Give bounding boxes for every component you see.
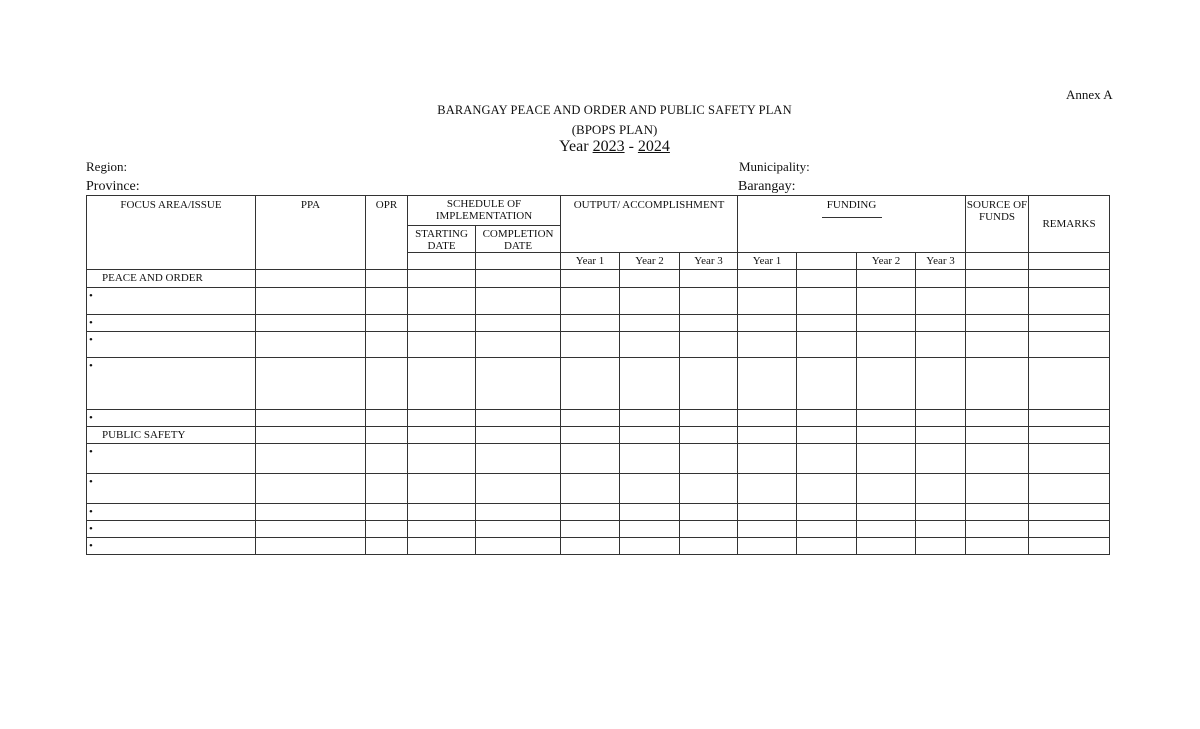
- header-focus-area: FOCUS AREA/ISSUE: [87, 196, 256, 270]
- empty-cell: [916, 358, 966, 410]
- empty-cell: [620, 538, 680, 555]
- empty-cell: [797, 427, 857, 444]
- table-row: [87, 538, 1110, 555]
- empty-cell: [408, 315, 476, 332]
- empty-cell: [476, 444, 561, 474]
- empty-cell: [966, 444, 1029, 474]
- empty-cell: [738, 521, 797, 538]
- empty-cell: [408, 444, 476, 474]
- empty-cell: [256, 504, 366, 521]
- empty-cell: [476, 474, 561, 504]
- bullet-cell: •: [87, 358, 256, 410]
- year-prefix: Year: [559, 138, 589, 155]
- empty-cell: [408, 538, 476, 555]
- table-row: [87, 521, 1110, 538]
- bullet-cell: •: [87, 474, 256, 504]
- province-label: Province:: [86, 179, 140, 194]
- empty-cell: [738, 358, 797, 410]
- empty-cell: [680, 538, 738, 555]
- empty-cell: [1029, 315, 1110, 332]
- empty-cell: [256, 521, 366, 538]
- funding-underline: [822, 217, 882, 218]
- empty-cell: [857, 444, 916, 474]
- empty-cell: [857, 270, 916, 288]
- plan-title: BARANGAY PEACE AND ORDER AND PUBLIC SAFETY PLAN: [437, 103, 792, 117]
- empty-cell: [797, 315, 857, 332]
- empty-cell: [561, 315, 620, 332]
- funding-year-3: Year 3: [916, 253, 966, 270]
- empty-cell: [366, 270, 408, 288]
- empty-cell: [857, 538, 916, 555]
- empty-cell: [916, 270, 966, 288]
- empty-cell: [256, 538, 366, 555]
- empty-cell: [408, 358, 476, 410]
- empty-cell: [1029, 410, 1110, 427]
- empty-cell: [966, 410, 1029, 427]
- empty-cell: [738, 315, 797, 332]
- plan-year: [0, 138, 1200, 156]
- empty-cell: [857, 474, 916, 504]
- empty-cell: [680, 474, 738, 504]
- header-remarks: REMARKS: [1029, 196, 1110, 253]
- empty-cell: [966, 538, 1029, 555]
- empty-cell: [916, 521, 966, 538]
- empty-cell: [256, 315, 366, 332]
- output-year-2: Year 2: [620, 253, 680, 270]
- empty-cell: [256, 332, 366, 358]
- empty-cell: [797, 410, 857, 427]
- section-row: [87, 270, 1110, 288]
- empty-cell: [1029, 288, 1110, 315]
- empty-cell: [256, 474, 366, 504]
- empty-cell: [857, 427, 916, 444]
- header-output: OUTPUT/ ACCOMPLISHMENT: [561, 196, 738, 253]
- empty-cell: [366, 410, 408, 427]
- empty-cell: [408, 253, 476, 270]
- empty-cell: [857, 410, 916, 427]
- empty-cell: [408, 288, 476, 315]
- empty-cell: [561, 410, 620, 427]
- empty-cell: [256, 444, 366, 474]
- bullet-cell: •: [87, 410, 256, 427]
- empty-cell: [857, 358, 916, 410]
- table-row: [87, 504, 1110, 521]
- empty-cell: [1029, 521, 1110, 538]
- empty-cell: [797, 332, 857, 358]
- output-year-3: Year 3: [680, 253, 738, 270]
- empty-cell: [1029, 253, 1110, 270]
- municipality-label: Municipality:: [739, 159, 810, 174]
- empty-cell: [408, 427, 476, 444]
- empty-cell: [561, 444, 620, 474]
- empty-cell: [797, 358, 857, 410]
- empty-cell: [561, 521, 620, 538]
- empty-cell: [797, 538, 857, 555]
- funding-year-2: Year 2: [857, 253, 916, 270]
- bullet-cell: •: [87, 332, 256, 358]
- empty-cell: [366, 504, 408, 521]
- empty-cell: [408, 410, 476, 427]
- header-source: SOURCE OF FUNDS: [966, 196, 1029, 253]
- empty-cell: [738, 427, 797, 444]
- empty-cell: [256, 288, 366, 315]
- year-start: 2023: [592, 138, 625, 155]
- empty-cell: [476, 253, 561, 270]
- header-row-1: [87, 196, 1110, 226]
- empty-cell: [476, 538, 561, 555]
- empty-cell: [680, 410, 738, 427]
- empty-cell: [857, 288, 916, 315]
- empty-cell: [620, 332, 680, 358]
- empty-cell: [366, 288, 408, 315]
- empty-cell: [916, 410, 966, 427]
- empty-cell: [561, 427, 620, 444]
- header-opr: OPR: [366, 196, 408, 270]
- empty-cell: [620, 358, 680, 410]
- plan-subtitle: (BPOPS PLAN): [571, 122, 658, 137]
- empty-cell: [476, 410, 561, 427]
- empty-cell: [366, 474, 408, 504]
- empty-cell: [1029, 474, 1110, 504]
- empty-cell: [680, 521, 738, 538]
- empty-cell: [476, 288, 561, 315]
- empty-cell: [620, 270, 680, 288]
- empty-cell: [476, 521, 561, 538]
- empty-cell: [966, 521, 1029, 538]
- empty-cell: [966, 253, 1029, 270]
- empty-cell: [1029, 427, 1110, 444]
- empty-cell: [256, 358, 366, 410]
- funding-label: FUNDING: [826, 199, 877, 211]
- empty-cell: [916, 474, 966, 504]
- empty-cell: [916, 288, 966, 315]
- table-row: [87, 315, 1110, 332]
- empty-cell: [857, 315, 916, 332]
- empty-cell: [916, 444, 966, 474]
- empty-cell: [561, 288, 620, 315]
- empty-cell: [408, 270, 476, 288]
- header-ppa: PPA: [256, 196, 366, 270]
- bullet-cell: •: [87, 521, 256, 538]
- empty-cell: [476, 358, 561, 410]
- empty-cell: [620, 444, 680, 474]
- empty-cell: [966, 504, 1029, 521]
- empty-cell: [797, 444, 857, 474]
- empty-cell: [1029, 444, 1110, 474]
- table-row: [87, 288, 1110, 315]
- empty-cell: [476, 427, 561, 444]
- section-row: [87, 427, 1110, 444]
- empty-cell: [680, 504, 738, 521]
- empty-cell: [738, 288, 797, 315]
- empty-cell: [476, 270, 561, 288]
- funding-year-1: Year 1: [738, 253, 797, 270]
- empty-cell: [857, 504, 916, 521]
- empty-cell: [797, 270, 857, 288]
- empty-cell: [738, 332, 797, 358]
- bullet-cell: •: [87, 444, 256, 474]
- empty-cell: [620, 504, 680, 521]
- empty-cell: [738, 504, 797, 521]
- empty-cell: [738, 538, 797, 555]
- empty-cell: [738, 444, 797, 474]
- empty-cell: [966, 358, 1029, 410]
- output-year-1: Year 1: [561, 253, 620, 270]
- header-starting-date: STARTING DATE: [408, 226, 476, 253]
- bullet-cell: •: [87, 288, 256, 315]
- empty-cell: [966, 270, 1029, 288]
- year-separator: -: [628, 138, 634, 155]
- empty-cell: [620, 427, 680, 444]
- empty-cell: [916, 332, 966, 358]
- empty-cell: [857, 521, 916, 538]
- empty-cell: [857, 332, 916, 358]
- empty-cell: [1029, 332, 1110, 358]
- empty-cell: [408, 521, 476, 538]
- empty-cell: [916, 427, 966, 444]
- empty-cell: [366, 332, 408, 358]
- empty-cell: [620, 521, 680, 538]
- empty-cell: [680, 332, 738, 358]
- section-label: PUBLIC SAFETY: [87, 427, 256, 444]
- empty-cell: [256, 270, 366, 288]
- empty-cell: [797, 521, 857, 538]
- empty-cell: [966, 332, 1029, 358]
- empty-cell: [366, 444, 408, 474]
- empty-cell: [797, 474, 857, 504]
- empty-cell: [408, 474, 476, 504]
- empty-cell: [916, 315, 966, 332]
- table-row: [87, 444, 1110, 474]
- empty-cell: [366, 521, 408, 538]
- empty-cell: [561, 358, 620, 410]
- annex-label: Annex A: [1066, 87, 1113, 102]
- empty-cell: [916, 504, 966, 521]
- empty-cell: [797, 504, 857, 521]
- bullet-cell: •: [87, 504, 256, 521]
- empty-cell: [966, 474, 1029, 504]
- table-row: [87, 474, 1110, 504]
- empty-cell: [680, 358, 738, 410]
- year-end: 2024: [637, 138, 670, 155]
- empty-cell: [408, 332, 476, 358]
- section-label: PEACE AND ORDER: [87, 270, 256, 288]
- barangay-label: Barangay:: [738, 179, 796, 194]
- empty-cell: [561, 538, 620, 555]
- header-completion-date: COMPLETION DATE: [476, 226, 561, 253]
- empty-cell: [476, 504, 561, 521]
- empty-cell: [408, 504, 476, 521]
- empty-cell: [797, 288, 857, 315]
- empty-cell: [680, 288, 738, 315]
- empty-cell: [916, 538, 966, 555]
- empty-cell: [476, 315, 561, 332]
- region-label: Region:: [86, 159, 128, 174]
- empty-cell: [680, 427, 738, 444]
- bullet-cell: •: [87, 315, 256, 332]
- empty-cell: [966, 315, 1029, 332]
- empty-cell: [561, 332, 620, 358]
- empty-cell: [1029, 270, 1110, 288]
- table-row: [87, 332, 1110, 358]
- empty-cell: [738, 474, 797, 504]
- empty-cell: [680, 315, 738, 332]
- empty-cell: [620, 410, 680, 427]
- empty-cell: [366, 358, 408, 410]
- empty-cell: [366, 538, 408, 555]
- empty-cell: [1029, 358, 1110, 410]
- empty-cell: [561, 474, 620, 504]
- empty-cell: [620, 315, 680, 332]
- empty-cell: [366, 427, 408, 444]
- empty-cell: [620, 474, 680, 504]
- empty-cell: [561, 504, 620, 521]
- empty-cell: [738, 270, 797, 288]
- empty-cell: [620, 288, 680, 315]
- empty-cell: [680, 444, 738, 474]
- header-schedule: SCHEDULE OF IMPLEMENTATION: [408, 196, 561, 226]
- empty-cell: [256, 410, 366, 427]
- table-row: [87, 358, 1110, 410]
- empty-cell: [366, 315, 408, 332]
- bpops-plan-table: [86, 195, 1110, 555]
- empty-cell: [1029, 538, 1110, 555]
- empty-cell: [966, 427, 1029, 444]
- funding-year-blank: [797, 253, 857, 270]
- bullet-cell: •: [87, 538, 256, 555]
- empty-cell: [680, 270, 738, 288]
- table-row: [87, 410, 1110, 427]
- empty-cell: [738, 410, 797, 427]
- empty-cell: [256, 427, 366, 444]
- header-funding: [738, 196, 966, 253]
- empty-cell: [1029, 504, 1110, 521]
- empty-cell: [476, 332, 561, 358]
- empty-cell: [561, 270, 620, 288]
- empty-cell: [966, 288, 1029, 315]
